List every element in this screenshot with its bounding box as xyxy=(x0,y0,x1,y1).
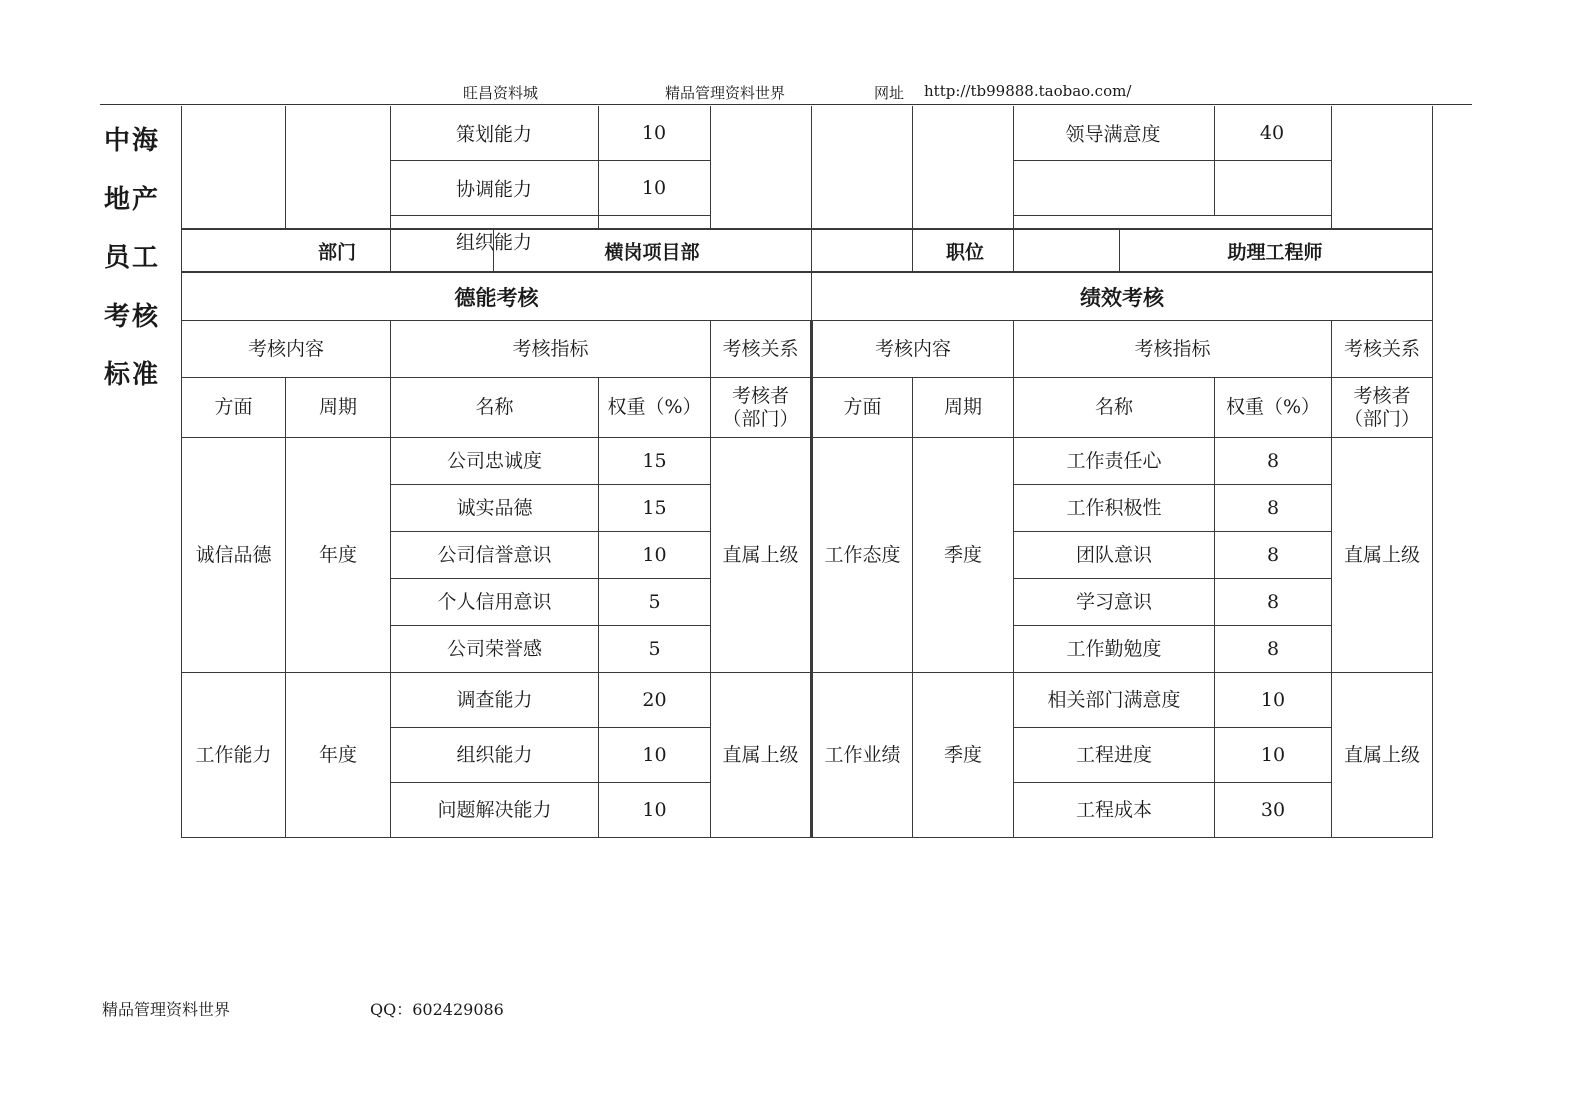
assessment-table xyxy=(181,320,1433,838)
fragment-item-name: 策划能力 xyxy=(455,123,533,146)
item-weight: 10 xyxy=(599,728,711,783)
item-name: 公司信誉意识 xyxy=(391,532,599,579)
item-name: 相关部门满意度 xyxy=(1014,673,1215,728)
header-row xyxy=(182,321,1433,378)
fragment-item-name: 协调能力 xyxy=(455,178,533,201)
aspect-cell: 诚信品德 xyxy=(182,438,286,673)
item-name: 工作勤勉度 xyxy=(1014,626,1215,673)
title-line: 员工 xyxy=(104,243,161,273)
item-weight: 15 xyxy=(599,438,711,485)
col-header-relation: 考核关系 xyxy=(1332,321,1433,378)
item-weight: 5 xyxy=(599,626,711,673)
document-title xyxy=(104,112,164,405)
period-cell: 年度 xyxy=(286,438,391,673)
header-url-link[interactable]: http://tb99888.taobao.com/ xyxy=(924,82,1132,100)
item-name: 诚实品德 xyxy=(391,485,599,532)
item-weight: 15 xyxy=(599,485,711,532)
item-name: 工作积极性 xyxy=(1014,485,1215,532)
period-cell: 季度 xyxy=(913,673,1014,838)
dept-label: 部门 xyxy=(317,241,357,264)
item-weight: 30 xyxy=(1215,783,1332,838)
title-line: 考核 xyxy=(104,301,161,332)
col-header-name: 名称 xyxy=(1014,378,1215,438)
header-rule xyxy=(100,104,1472,105)
col-header-content: 考核内容 xyxy=(812,321,1014,378)
header-slogan: 精品管理资料世界 xyxy=(665,84,786,102)
item-weight: 8 xyxy=(1215,532,1332,579)
relation-cell: 直属上级 xyxy=(711,673,812,838)
item-name: 公司荣誉感 xyxy=(391,626,599,673)
item-name: 公司忠诚度 xyxy=(391,438,599,485)
fragment-item-name: 领导满意度 xyxy=(1065,123,1161,146)
item-weight: 8 xyxy=(1215,485,1332,532)
title-line: 中海 xyxy=(104,126,161,156)
col-header-relation: 考核关系 xyxy=(711,321,812,378)
col-header-indicator: 考核指标 xyxy=(391,321,711,378)
fragment-item-name: 组织能力 xyxy=(455,231,533,254)
col-header-assessor xyxy=(711,378,812,438)
item-name: 工作责任心 xyxy=(1014,438,1215,485)
col-header-period: 周期 xyxy=(286,378,391,438)
item-weight: 5 xyxy=(599,579,711,626)
col-header-indicator: 考核指标 xyxy=(1014,321,1332,378)
item-name: 学习意识 xyxy=(1014,579,1215,626)
col-header-period: 周期 xyxy=(913,378,1014,438)
col-header-content: 考核内容 xyxy=(182,321,391,378)
header-url-label: 网址 xyxy=(874,84,905,102)
item-weight: 8 xyxy=(1215,626,1332,673)
assessor-line: （部门） xyxy=(722,407,799,430)
item-weight: 10 xyxy=(599,783,711,838)
dept-value: 横岗项目部 xyxy=(604,241,700,264)
period-cell: 年度 xyxy=(286,673,391,838)
col-header-weight: 权重（%） xyxy=(599,378,711,438)
col-header-weight: 权重（%） xyxy=(1215,378,1332,438)
item-name: 组织能力 xyxy=(391,728,599,783)
item-weight: 10 xyxy=(1215,728,1332,783)
item-name: 团队意识 xyxy=(1014,532,1215,579)
item-weight: 20 xyxy=(599,673,711,728)
footer-qq: QQ：602429086 xyxy=(370,1000,504,1019)
assessor-line: 考核者 xyxy=(1353,384,1411,407)
item-name: 工程成本 xyxy=(1014,783,1215,838)
position-value: 助理工程师 xyxy=(1227,241,1323,264)
item-name: 个人信用意识 xyxy=(391,579,599,626)
item-weight: 8 xyxy=(1215,438,1332,485)
footer-text: 精品管理资料世界 xyxy=(102,1000,231,1019)
section-performance-assessment: 绩效考核 xyxy=(811,272,1433,321)
col-header-aspect: 方面 xyxy=(182,378,286,438)
item-name: 工程进度 xyxy=(1014,728,1215,783)
relation-cell: 直属上级 xyxy=(1332,438,1433,673)
relation-cell: 直属上级 xyxy=(711,438,812,673)
aspect-cell: 工作态度 xyxy=(812,438,913,673)
title-line: 地产 xyxy=(104,184,161,215)
header-shop-name: 旺昌资料城 xyxy=(463,84,539,102)
section-moral-assessment: 德能考核 xyxy=(181,272,812,321)
fragment-item-weight: 10 xyxy=(641,177,667,199)
col-header-aspect: 方面 xyxy=(812,378,913,438)
item-name: 问题解决能力 xyxy=(391,783,599,838)
relation-cell: 直属上级 xyxy=(1332,673,1433,838)
col-header-name: 名称 xyxy=(391,378,599,438)
item-weight: 10 xyxy=(599,532,711,579)
item-weight: 8 xyxy=(1215,579,1332,626)
table-row xyxy=(182,438,1433,485)
item-weight: 10 xyxy=(1215,673,1332,728)
assessor-line: （部门） xyxy=(1343,407,1420,430)
fragment-item-weight: 10 xyxy=(641,122,667,144)
fragment-item-weight: 40 xyxy=(1259,122,1285,144)
assessor-line: 考核者 xyxy=(731,384,789,407)
position-label: 职位 xyxy=(945,241,985,264)
title-line: 标准 xyxy=(104,360,161,390)
col-header-assessor xyxy=(1332,378,1433,438)
aspect-cell: 工作业绩 xyxy=(812,673,913,838)
subheader-row xyxy=(182,378,1433,438)
table-row xyxy=(182,673,1433,728)
aspect-cell: 工作能力 xyxy=(182,673,286,838)
item-name: 调查能力 xyxy=(391,673,599,728)
period-cell: 季度 xyxy=(913,438,1014,673)
